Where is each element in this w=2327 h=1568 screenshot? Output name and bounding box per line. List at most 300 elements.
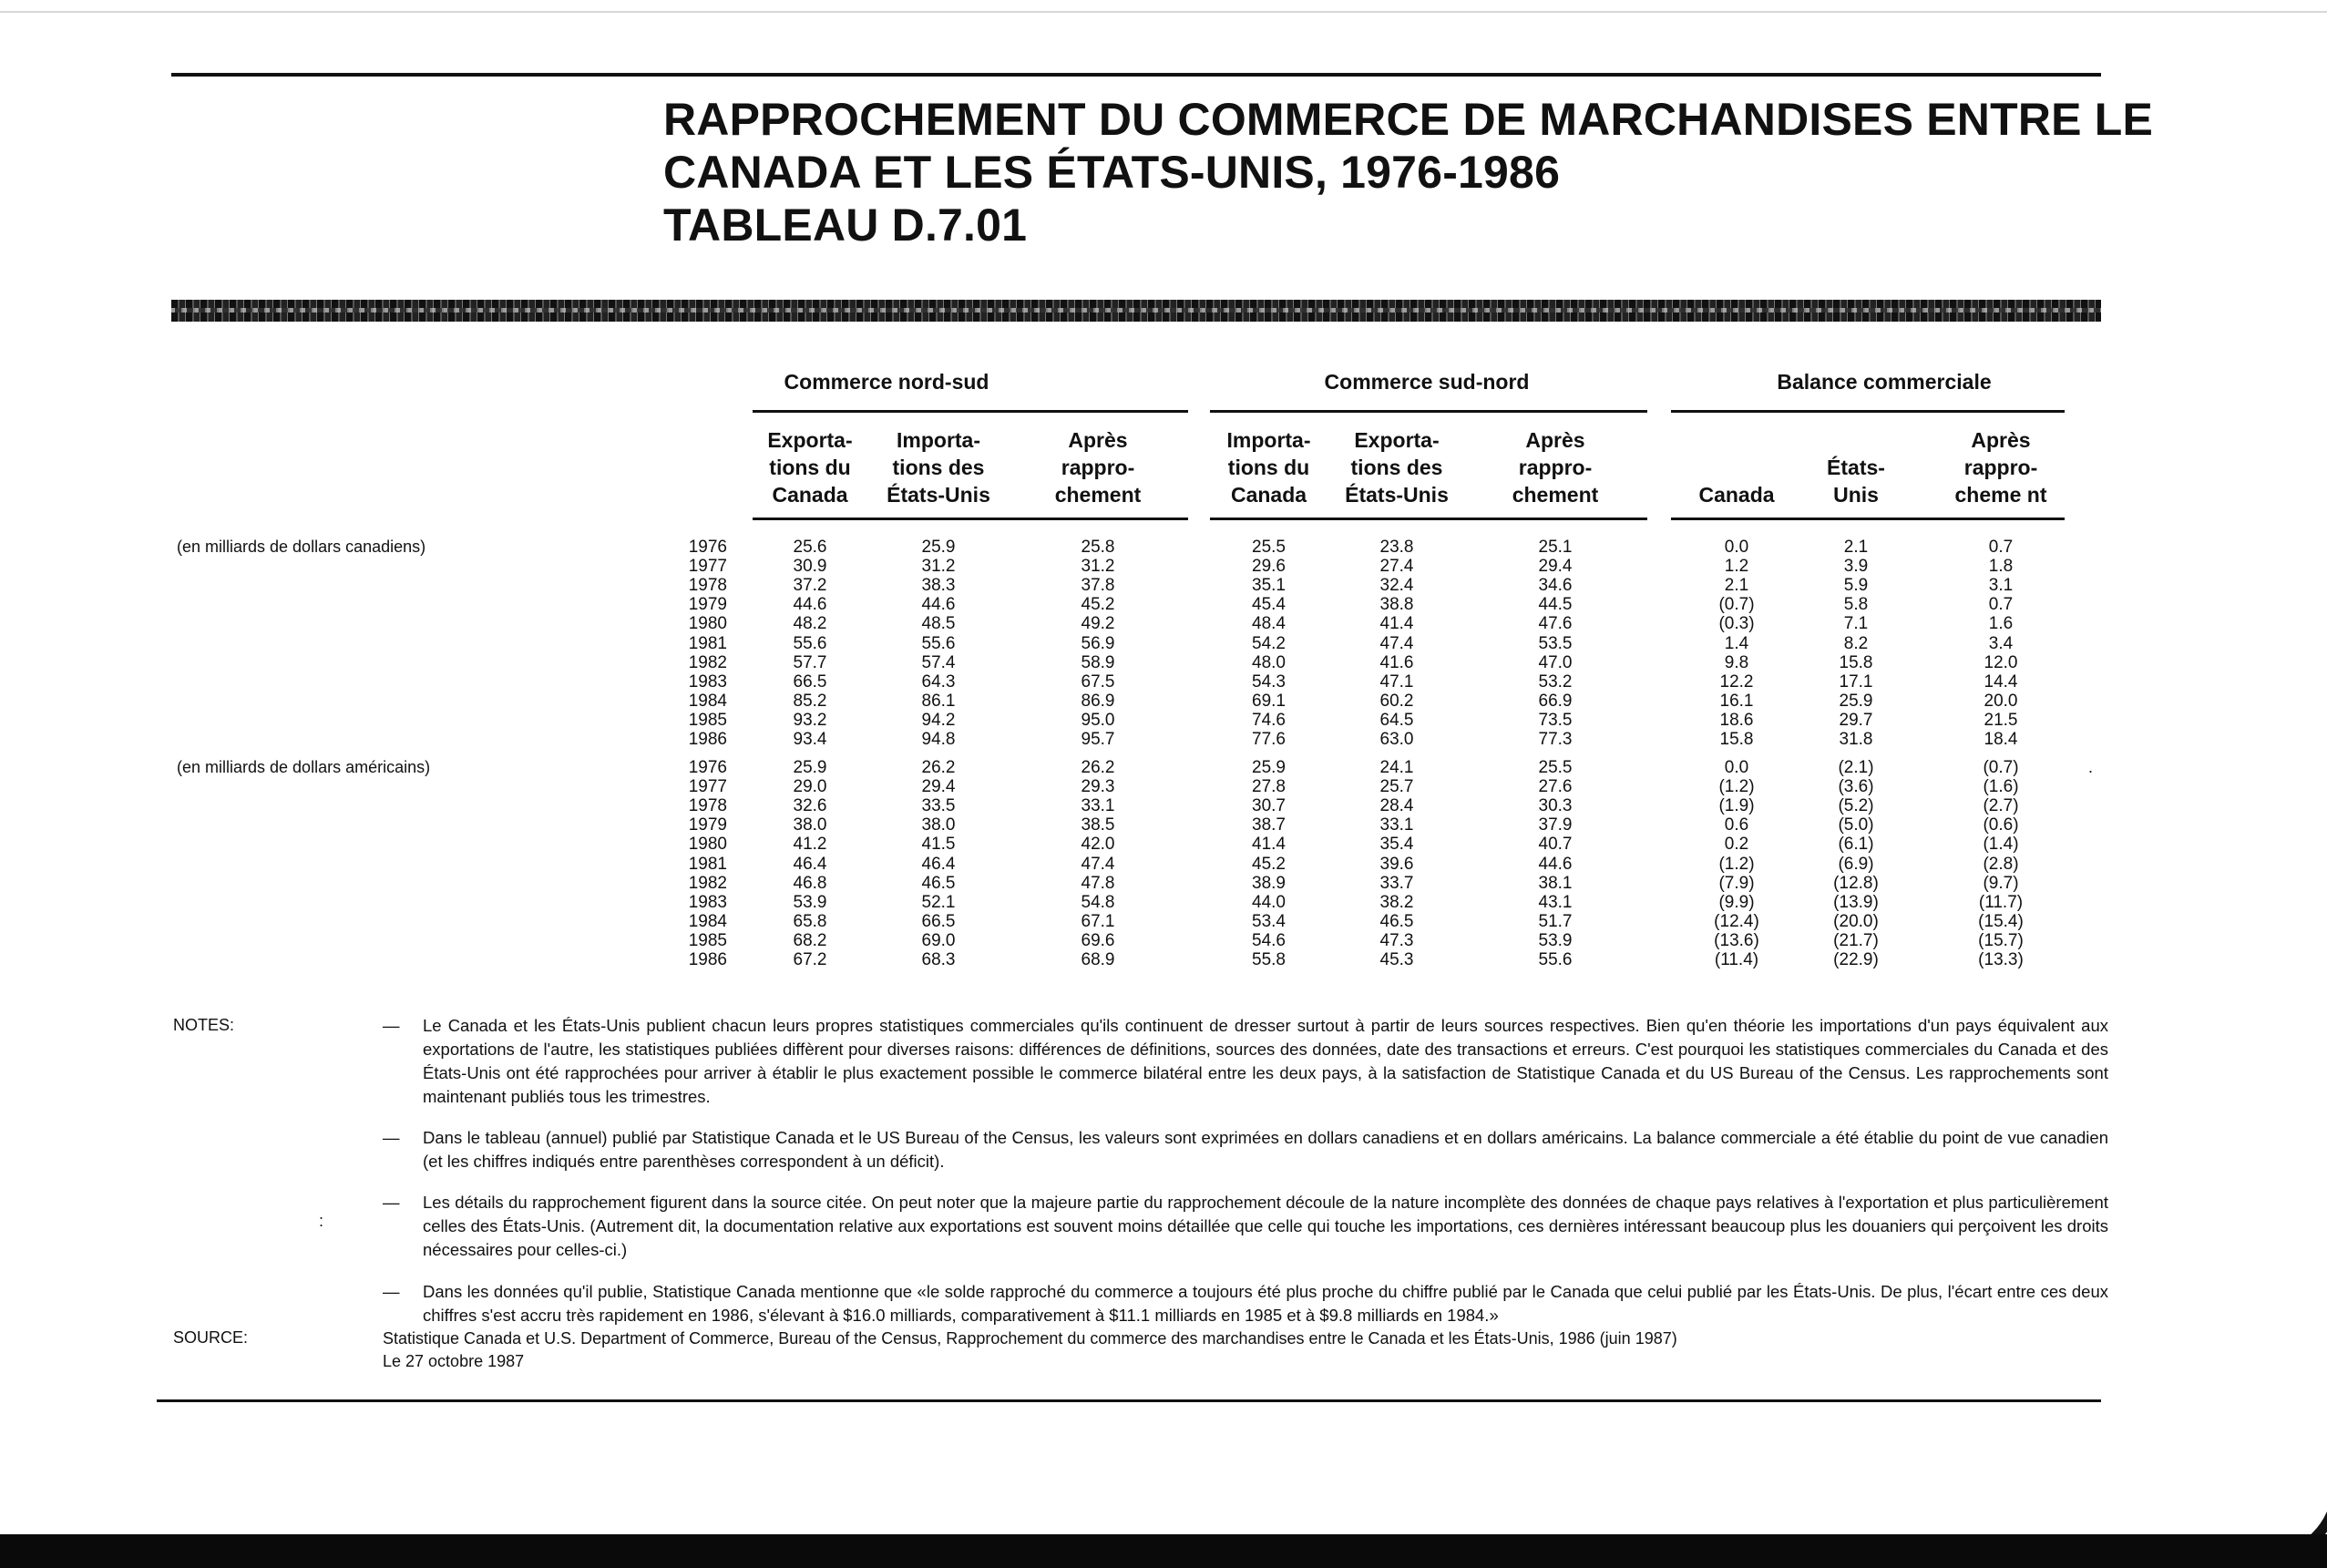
note-4 — [383, 1280, 2108, 1327]
page-title — [663, 93, 2154, 251]
column-header-line: tions du — [1227, 456, 1310, 479]
value-cell: 95.7 — [1081, 730, 1115, 749]
table-row — [0, 595, 2327, 614]
value-cell: 37.9 — [1538, 815, 1573, 835]
value-cell: 33.1 — [1379, 815, 1414, 835]
column-header-line: tions des — [1350, 456, 1443, 479]
title-line-1: RAPPROCHEMENT DU COMMERCE DE MARCHANDISES ENTRE LE — [663, 94, 2154, 145]
value-cell: (0.3) — [1718, 614, 1755, 634]
value-cell: 67.5 — [1081, 671, 1115, 692]
value-cell: 3.4 — [1988, 633, 2014, 653]
column-header-line: Canada — [1230, 483, 1307, 507]
value-cell: (22.9) — [1833, 950, 1879, 969]
year-cell: 1979 — [688, 815, 727, 835]
value-cell: (5.2) — [1838, 796, 1874, 816]
value-cell: 25.9 — [793, 758, 827, 777]
value-cell: 46.4 — [793, 854, 827, 874]
value-cell: 60.2 — [1379, 691, 1414, 711]
value-cell: 38.7 — [1252, 815, 1286, 835]
value-cell: 47.4 — [1081, 854, 1115, 874]
value-cell: 64.3 — [921, 671, 956, 692]
value-cell: 29.7 — [1839, 710, 1873, 730]
value-cell: 66.5 — [793, 671, 827, 692]
value-cell: 33.7 — [1379, 873, 1414, 893]
stray-mark-dot: . — [2088, 758, 2094, 776]
value-cell: (12.4) — [1714, 911, 1759, 931]
value-cell: 38.8 — [1379, 595, 1414, 615]
stray-mark-colon: : — [319, 1212, 324, 1230]
value-cell: 93.4 — [793, 730, 827, 749]
value-cell: 77.3 — [1538, 730, 1573, 749]
value-cell: 3.9 — [1843, 557, 1869, 577]
column-header-line: Après — [1525, 428, 1585, 452]
source-label: SOURCE: — [173, 1328, 249, 1347]
scan-top-edge — [0, 11, 2327, 13]
value-cell: 58.9 — [1081, 652, 1115, 672]
year-cell: 1977 — [688, 557, 727, 577]
value-cell: 46.5 — [921, 873, 956, 893]
value-cell: 27.8 — [1252, 777, 1286, 797]
column-header-line: Importa- — [897, 428, 980, 452]
value-cell: 68.9 — [1081, 950, 1115, 969]
value-cell: 27.6 — [1538, 777, 1573, 797]
value-cell: 67.1 — [1081, 911, 1115, 931]
value-cell: 39.6 — [1379, 854, 1414, 874]
value-cell: 47.1 — [1379, 671, 1414, 692]
value-cell: 63.0 — [1379, 730, 1414, 749]
value-cell: (2.8) — [1983, 854, 2019, 874]
year-cell: 1982 — [688, 652, 727, 672]
value-cell: 2.1 — [1843, 538, 1869, 557]
value-cell: 38.1 — [1538, 873, 1573, 893]
value-cell: 56.9 — [1081, 633, 1115, 653]
value-cell: 21.5 — [1984, 710, 2018, 730]
value-cell: 40.7 — [1538, 835, 1573, 855]
value-cell: 86.1 — [921, 691, 956, 711]
value-cell: (12.8) — [1833, 873, 1879, 893]
value-cell: 25.6 — [793, 538, 827, 557]
value-cell: 29.6 — [1252, 557, 1286, 577]
value-cell: 41.4 — [1252, 835, 1286, 855]
column-header-line: États- — [1827, 456, 1885, 479]
value-cell: 31.8 — [1839, 730, 1873, 749]
table-row — [0, 950, 2327, 969]
title-line-2: CANADA ET LES ÉTATS-UNIS, 1976-1986 — [663, 147, 1561, 198]
value-cell: 29.3 — [1081, 777, 1115, 797]
value-cell: 9.8 — [1724, 652, 1749, 672]
column-header-line: chement — [1512, 483, 1599, 507]
column-rule-balance — [1671, 518, 2065, 520]
value-cell: 66.9 — [1538, 691, 1573, 711]
value-cell: 33.1 — [1081, 796, 1115, 816]
value-cell: 29.4 — [1538, 557, 1573, 577]
value-cell: (1.4) — [1983, 835, 2019, 855]
value-cell: 38.5 — [1081, 815, 1115, 835]
value-cell: 42.0 — [1081, 835, 1115, 855]
note-text: Dans le tableau (annuel) publié par Statistique Canada et le US Bureau of the Census, les valeurs sont exprimées en dollars canadiens et en dollars américains. La balance commerciale a été établie du point de vue canadien (et les chiffres indiqués entre parenthèses correspondent à un déficit). — [423, 1128, 2108, 1171]
value-cell: (2.7) — [1983, 796, 2019, 816]
value-cell: 15.8 — [1719, 730, 1754, 749]
value-cell: 46.8 — [793, 873, 827, 893]
value-cell: 15.8 — [1839, 652, 1873, 672]
value-cell: 25.9 — [1252, 758, 1286, 777]
table-row — [0, 653, 2327, 672]
value-cell: 77.6 — [1252, 730, 1286, 749]
value-cell: 45.2 — [1252, 854, 1286, 874]
bottom-rule — [157, 1399, 2101, 1402]
value-cell: 18.4 — [1984, 730, 2018, 749]
column-header-line: Canada — [772, 483, 848, 507]
table-row — [0, 634, 2327, 653]
year-cell: 1981 — [688, 633, 727, 653]
value-cell: 14.4 — [1984, 671, 2018, 692]
column-header — [1937, 425, 2065, 508]
section-label-usd: (en milliards de dollars américains) — [177, 758, 431, 776]
table-row — [0, 796, 2327, 815]
table-row — [0, 672, 2327, 692]
value-cell: 54.3 — [1252, 671, 1286, 692]
value-cell: 47.4 — [1379, 633, 1414, 653]
value-cell: 38.9 — [1252, 873, 1286, 893]
value-cell: 53.5 — [1538, 633, 1573, 653]
table-row — [0, 614, 2327, 633]
value-cell: 47.0 — [1538, 652, 1573, 672]
value-cell: 55.6 — [921, 633, 956, 653]
value-cell: 54.2 — [1252, 633, 1286, 653]
table-row — [0, 855, 2327, 874]
value-cell: (11.7) — [1978, 892, 2024, 912]
value-cell: 33.5 — [921, 796, 956, 816]
group-header-nord-sud: Commerce nord-sud — [784, 370, 989, 394]
column-header-line: Importa- — [1226, 428, 1311, 452]
table-row — [0, 893, 2327, 912]
value-cell: 51.7 — [1538, 911, 1573, 931]
value-cell: 64.5 — [1379, 710, 1414, 730]
value-cell: (5.0) — [1838, 815, 1874, 835]
value-cell: 25.9 — [1839, 691, 1873, 711]
group-rule-balance — [1671, 410, 2065, 413]
value-cell: 26.2 — [1081, 758, 1115, 777]
year-cell: 1984 — [688, 911, 727, 931]
table-row — [0, 912, 2327, 931]
value-cell: 0.7 — [1988, 595, 2014, 615]
value-cell: (13.3) — [1978, 950, 2024, 969]
column-header-line: tions des — [892, 456, 985, 479]
value-cell: (21.7) — [1833, 930, 1879, 950]
value-cell: 53.2 — [1538, 671, 1573, 692]
value-cell: 45.2 — [1081, 595, 1115, 615]
column-header-line: Après — [1971, 428, 2031, 452]
value-cell: 16.1 — [1719, 691, 1754, 711]
value-cell: 74.6 — [1252, 710, 1286, 730]
value-cell: 28.4 — [1379, 796, 1414, 816]
year-cell: 1977 — [688, 777, 727, 797]
value-cell: (0.6) — [1983, 815, 2019, 835]
table-row — [0, 692, 2327, 711]
value-cell: 41.4 — [1379, 614, 1414, 634]
value-cell: 47.6 — [1538, 614, 1573, 634]
value-cell: 34.6 — [1538, 576, 1573, 596]
year-cell: 1986 — [688, 950, 727, 969]
value-cell: 30.9 — [793, 557, 827, 577]
value-cell: 86.9 — [1081, 691, 1115, 711]
notes-label: NOTES: — [173, 1016, 235, 1034]
value-cell: (13.6) — [1714, 930, 1759, 950]
value-cell: 38.0 — [793, 815, 827, 835]
value-cell: 48.0 — [1252, 652, 1286, 672]
column-rule-nord-sud — [753, 518, 1188, 520]
value-cell: 38.2 — [1379, 892, 1414, 912]
year-cell: 1976 — [688, 758, 727, 777]
note-dash: — — [383, 1016, 400, 1035]
value-cell: 24.1 — [1379, 758, 1414, 777]
value-cell: 0.2 — [1724, 835, 1749, 855]
value-cell: 35.4 — [1379, 835, 1414, 855]
table-row — [0, 874, 2327, 893]
value-cell: 54.8 — [1081, 892, 1115, 912]
value-cell: 55.6 — [1538, 950, 1573, 969]
value-cell: 20.0 — [1984, 691, 2018, 711]
column-header — [753, 425, 867, 508]
table-row — [0, 730, 2327, 749]
column-header-line: rappro- — [1963, 456, 2038, 479]
value-cell: 46.5 — [1379, 911, 1414, 931]
value-cell: 0.6 — [1724, 815, 1749, 835]
value-cell: 41.2 — [793, 835, 827, 855]
value-cell: 32.4 — [1379, 576, 1414, 596]
table-row — [0, 931, 2327, 950]
value-cell: 0.0 — [1724, 758, 1749, 777]
value-cell: 44.6 — [793, 595, 827, 615]
year-cell: 1976 — [688, 538, 727, 557]
value-cell: 30.7 — [1252, 796, 1286, 816]
value-cell: 47.8 — [1081, 873, 1115, 893]
value-cell: 25.8 — [1081, 538, 1115, 557]
value-cell: (0.7) — [1718, 595, 1755, 615]
year-cell: 1983 — [688, 892, 727, 912]
column-header — [1212, 425, 1326, 508]
note-1 — [383, 1014, 2108, 1109]
scan-bottom-edge — [0, 1534, 2327, 1568]
value-cell: 5.8 — [1843, 595, 1869, 615]
value-cell: 85.2 — [793, 691, 827, 711]
note-3 — [383, 1191, 2108, 1262]
value-cell: 69.1 — [1252, 691, 1286, 711]
column-header-line: cheme nt — [1954, 483, 2047, 507]
value-cell: (2.1) — [1838, 758, 1874, 777]
value-cell: 27.4 — [1379, 557, 1414, 577]
column-header — [1676, 425, 1797, 508]
value-cell: 18.6 — [1719, 710, 1754, 730]
year-cell: 1979 — [688, 595, 727, 615]
value-cell: 41.6 — [1379, 652, 1414, 672]
source-text: Statistique Canada et U.S. Department of Commerce, Bureau of the Census, Rapprochement du commerce des marchandises entre le Canada et les États-Unis, 1986 (juin 1987) — [383, 1329, 1677, 1348]
table-row — [0, 538, 2327, 557]
note-2 — [383, 1126, 2108, 1173]
value-cell: 49.2 — [1081, 614, 1115, 634]
value-cell: 52.1 — [921, 892, 956, 912]
value-cell: (9.9) — [1718, 892, 1755, 912]
year-cell: 1985 — [688, 710, 727, 730]
table-row — [0, 815, 2327, 835]
column-header-line: États-Unis — [1345, 483, 1449, 507]
value-cell: 95.0 — [1081, 710, 1115, 730]
year-cell: 1983 — [688, 671, 727, 692]
value-cell: 67.2 — [793, 950, 827, 969]
value-cell: 26.2 — [921, 758, 956, 777]
column-header — [1020, 425, 1175, 508]
year-cell: 1982 — [688, 873, 727, 893]
year-cell: 1978 — [688, 576, 727, 596]
value-cell: 38.0 — [921, 815, 956, 835]
value-cell: 38.3 — [921, 576, 956, 596]
value-cell: (1.2) — [1718, 777, 1755, 797]
value-cell: 94.2 — [921, 710, 956, 730]
column-header — [1802, 425, 1910, 508]
group-header-sud-nord: Commerce sud-nord — [1324, 370, 1530, 394]
group-header-balance: Balance commerciale — [1777, 370, 1992, 394]
year-cell: 1985 — [688, 930, 727, 950]
value-cell: 69.0 — [921, 930, 956, 950]
value-cell: 44.5 — [1538, 595, 1573, 615]
value-cell: 68.2 — [793, 930, 827, 950]
value-cell: 57.4 — [921, 652, 956, 672]
table-row — [0, 835, 2327, 854]
value-cell: 57.7 — [793, 652, 827, 672]
value-cell: 5.9 — [1843, 576, 1869, 596]
value-cell: 55.8 — [1252, 950, 1286, 969]
value-cell: 53.9 — [1538, 930, 1573, 950]
table-row — [0, 777, 2327, 796]
value-cell: (15.7) — [1978, 930, 2024, 950]
value-cell: 44.0 — [1252, 892, 1286, 912]
column-header-line: chement — [1054, 483, 1142, 507]
value-cell: 35.1 — [1252, 576, 1286, 596]
group-rule-nord-sud — [753, 410, 1188, 413]
value-cell: 69.6 — [1081, 930, 1115, 950]
value-cell: 12.0 — [1984, 652, 2018, 672]
value-cell: 54.6 — [1252, 930, 1286, 950]
value-cell: 53.4 — [1252, 911, 1286, 931]
note-text: Les détails du rapprochement figurent dans la source citée. On peut noter que la majeure partie du rapprochement découle de la nature incomplète des données de chaque pays relatives à l'exportation et plus particulièrement celles des États-Unis. (Autrement dit, la documentation relative aux exportations est souvent moins détaillée que celle qui touche les importations, ces dernières intéressant beaucoup plus les douaniers qui perçoivent les droits nécessaires pour celles-ci.) — [423, 1193, 2108, 1259]
value-cell: 8.2 — [1843, 633, 1869, 653]
value-cell: 73.5 — [1538, 710, 1573, 730]
year-cell: 1981 — [688, 854, 727, 874]
year-cell: 1980 — [688, 835, 727, 855]
value-cell: 45.4 — [1252, 595, 1286, 615]
group-rule-sud-nord — [1210, 410, 1647, 413]
value-cell: (1.6) — [1983, 777, 2019, 797]
column-header-line: Canada — [1698, 483, 1775, 507]
value-cell: 68.3 — [921, 950, 956, 969]
value-cell: 45.3 — [1379, 950, 1414, 969]
value-cell: 46.4 — [921, 854, 956, 874]
value-cell: (6.9) — [1838, 854, 1874, 874]
column-header-line: rappro- — [1518, 456, 1593, 479]
note-dash: — — [383, 1193, 400, 1212]
value-cell: (15.4) — [1978, 911, 2024, 931]
value-cell: 1.8 — [1988, 557, 2014, 577]
value-cell: 23.8 — [1379, 538, 1414, 557]
value-cell: 25.1 — [1538, 538, 1573, 557]
value-cell: 43.1 — [1538, 892, 1573, 912]
section-label-cad: (en milliards de dollars canadiens) — [177, 538, 426, 556]
column-header-line: tions du — [769, 456, 851, 479]
value-cell: 2.1 — [1724, 576, 1749, 596]
column-header-line: Exporta- — [767, 428, 853, 452]
value-cell: 93.2 — [793, 710, 827, 730]
title-line-3: TABLEAU D.7.01 — [663, 200, 1028, 251]
value-cell: (9.7) — [1983, 873, 2019, 893]
year-cell: 1978 — [688, 796, 727, 816]
value-cell: 37.8 — [1081, 576, 1115, 596]
value-cell: 29.0 — [793, 777, 827, 797]
value-cell: 1.6 — [1988, 614, 2014, 634]
value-cell: 48.4 — [1252, 614, 1286, 634]
value-cell: 25.9 — [921, 538, 956, 557]
decorative-band — [171, 300, 2101, 322]
value-cell: 32.6 — [793, 796, 827, 816]
top-rule — [171, 73, 2101, 77]
value-cell: 48.5 — [921, 614, 956, 634]
table-row — [0, 557, 2327, 576]
value-cell: 94.8 — [921, 730, 956, 749]
value-cell: (20.0) — [1833, 911, 1879, 931]
value-cell: (13.9) — [1833, 892, 1879, 912]
table-row — [0, 758, 2327, 777]
value-cell: (7.9) — [1718, 873, 1755, 893]
value-cell: 41.5 — [921, 835, 956, 855]
value-cell: 25.7 — [1379, 777, 1414, 797]
year-cell: 1980 — [688, 614, 727, 634]
value-cell: (3.6) — [1838, 777, 1874, 797]
value-cell: 44.6 — [921, 595, 956, 615]
column-header-line: États-Unis — [887, 483, 990, 507]
value-cell: 25.5 — [1252, 538, 1286, 557]
column-header — [1478, 425, 1633, 508]
table-row — [0, 711, 2327, 730]
value-cell: 12.2 — [1719, 671, 1754, 692]
column-header-line: rappro- — [1061, 456, 1135, 479]
value-cell: 66.5 — [921, 911, 956, 931]
value-cell: 37.2 — [793, 576, 827, 596]
value-cell: 1.2 — [1724, 557, 1749, 577]
value-cell: 47.3 — [1379, 930, 1414, 950]
value-cell: 48.2 — [793, 614, 827, 634]
value-cell: 65.8 — [793, 911, 827, 931]
scan-page-curl — [2260, 1184, 2327, 1567]
value-cell: 25.5 — [1538, 758, 1573, 777]
value-cell: 1.4 — [1724, 633, 1749, 653]
value-cell: 17.1 — [1839, 671, 1873, 692]
value-cell: 30.3 — [1538, 796, 1573, 816]
column-header — [870, 425, 1007, 508]
column-header-line: Exporta- — [1354, 428, 1440, 452]
note-dash: — — [383, 1128, 400, 1147]
date-text: Le 27 octobre 1987 — [383, 1352, 525, 1370]
value-cell: (1.9) — [1718, 796, 1755, 816]
value-cell: 31.2 — [1081, 557, 1115, 577]
value-cell: 3.1 — [1988, 576, 2014, 596]
column-rule-sud-nord — [1210, 518, 1647, 520]
value-cell: 31.2 — [921, 557, 956, 577]
value-cell: 44.6 — [1538, 854, 1573, 874]
value-cell: 53.9 — [793, 892, 827, 912]
value-cell: (1.2) — [1718, 854, 1755, 874]
value-cell: 0.0 — [1724, 538, 1749, 557]
value-cell: (11.4) — [1714, 950, 1759, 969]
note-text: Le Canada et les États-Unis publient chacun leurs propres statistiques commerciales qu'ils continuent de dresser surtout à partir de leurs sources respectives. Bien qu'en théorie les importations d'un pays équivalent aux exportations de l'autre, les statistiques publiées diffèrent pour diverses raisons: différences de définitions, sources des données, date des transactions et erreurs. C'est pourquoi les statistiques commerciales du Canada et des États-Unis ont été rapprochées pour arriver à établir le plus exactement possible le commerce bilatéral entre les deux pays, à la satisfaction de Statistique Canada et du US Bureau of the Census. Les rapprochements sont maintenant publiés tous les trimestres. — [423, 1016, 2108, 1106]
